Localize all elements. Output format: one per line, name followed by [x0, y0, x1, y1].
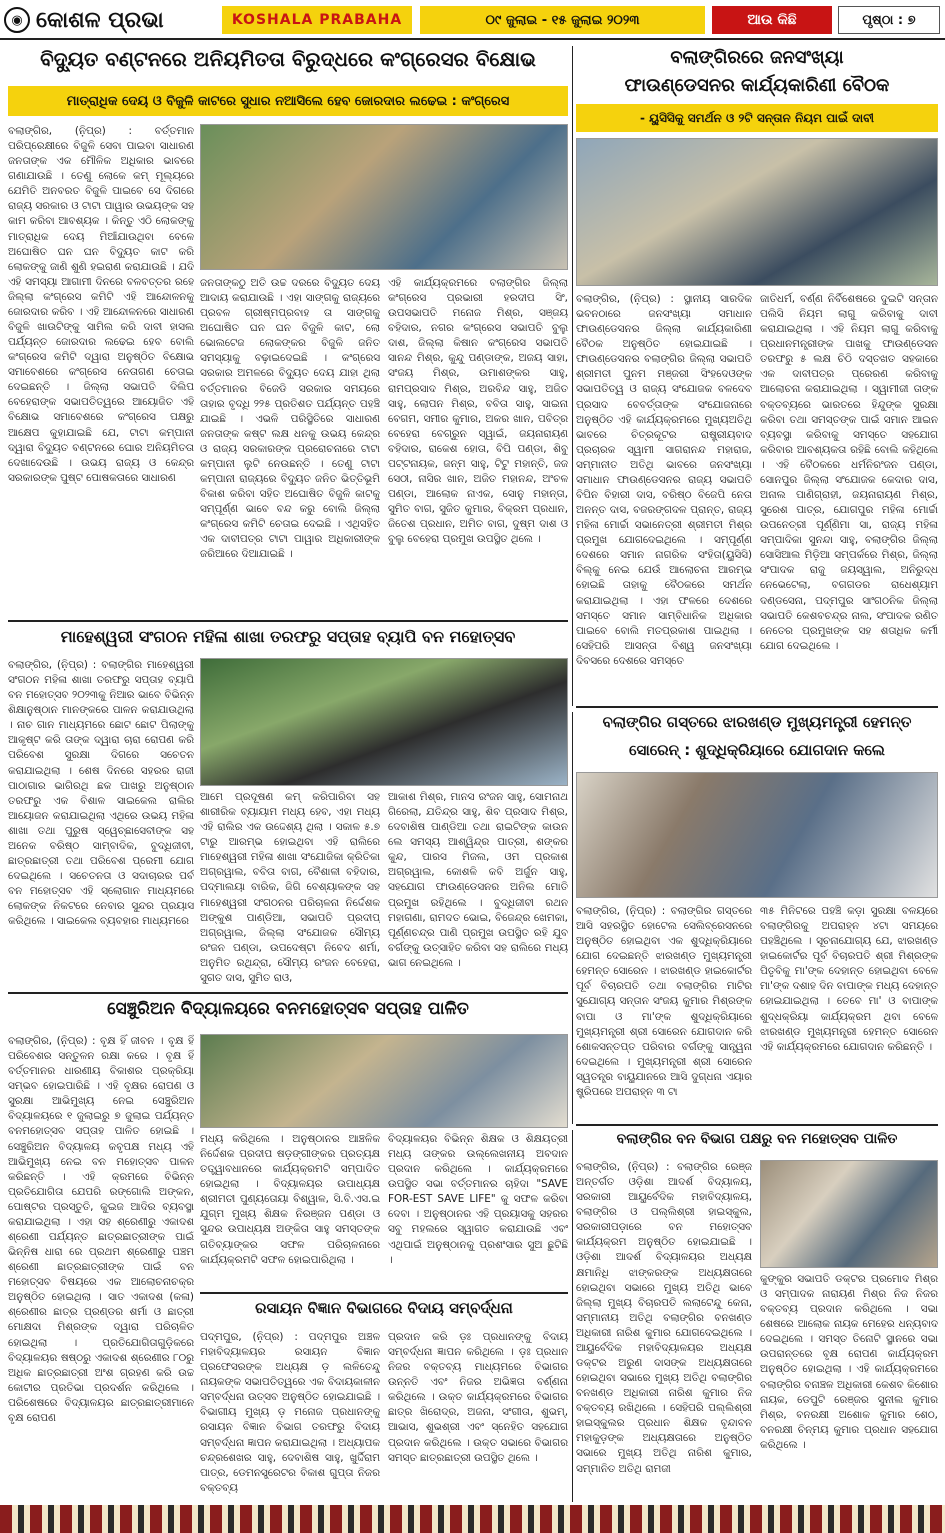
article-1-photo: [200, 124, 568, 270]
article-6-col2: କୁଙ୍କୁର ସଭାପତି ଡକ୍ଟର ପ୍ରମୋଦ ମିଶ୍ର ଓ ସମ୍ପାଦକ ନାରାୟଣ ମିଶ୍ର ନିଜ ନିଜର ବକ୍ତବ୍ୟ ପ୍ରଦାନ କରିଥିଲେ । ସଭା ଶେଷରେ ଆଲୋକ ନାୟକ ମେହେର ଧନ୍ୟବାଦ ଦେଇଥିଲେ । ସମସ୍ତ ତିନୋଟି ସ୍ଥାନରେ ସଭା ଉପରାନ୍ତରେ ବୃକ୍ଷ ରୋପଣ କାର୍ଯ୍ୟକ୍ରମ ଅନୁଷ୍ଠିତ ହୋଇଥିଲା । ଏହି କାର୍ଯ୍ୟକ୍ରମରେ ବଲାଙ୍ଗିର ବନାଞ୍ଚଳ ଅଧିକାରୀ କେଶବ କିଶୋର ନାୟକ, ଡେପୁଟି ରେଞ୍ଜର ସୁନୀଲ କୁମାର ମିଶ୍ର, ବନରକ୍ଷୀ ଅଶୋକ କୁମାର ଶେଠ, ବନରକ୍ଷୀ ଚିନ୍ମୟ କୁମାର ପ୍ରଧାନ ସହଯୋଗ କରିଥିଲେ ।: [760, 1273, 938, 1451]
logo-emblem-icon: ◉: [4, 7, 30, 33]
article-4-headline-line2: ସୋରେନ୍ : ଶୁଦ୍ଧିକ୍ରିୟାରେ ଯୋଗଦାନ କଲେ: [629, 741, 885, 759]
article-7-col2: ପ୍ରଦାନ କରି ଡ଼ଃ ପ୍ରଧାନଙ୍କୁ ବିଦାୟ ସମ୍ବର୍ଦ୍ଧନା ଜ୍ଞାପନ କରିଥିଲେ । ଡ଼ଃ ପ୍ରଧାନ ନିଜର ବକ୍ତବ୍ୟ ମାଧ୍ୟମରେ ବିଭାଗର ଉନ୍ନତି ଏବଂ ନିଜର ଅଭିଜ୍ଞତା ବର୍ଣ୍ଣନା କରିଥିଲେ । ଉକ୍ତ କାର୍ଯ୍ୟକ୍ରମରେ ବିଭାଗର ଛାତ୍ର ଖିରୋଦ୍ର, ଅଜନା, ସଂଗୀତା, ଶୁଭମ୍, ଆଭାସ, ଶୁଭଶ୍ରୀ ଏବଂ ସ୍ନେହିତ ସହଯୋଗ ପ୍ରଦାନ କରିଥିଲେ । ଉକ୍ତ ସଭାରେ ବିଭାଗର ସମସ୍ତ ଛାତ୍ରଛାତ୍ରୀ ଉପସ୍ଥିତ ଥିଲେ ।: [388, 1331, 568, 1464]
article-6-photo: [760, 1160, 938, 1268]
divider: [8, 620, 568, 622]
article-6-col1: ବଲାଙ୍ଗିର, (ନି଼ପ୍ର) : ବଲାଙ୍ଗିର ରେଞ୍ଜ ଅନ୍ତର୍ଗତ ଓଡ଼ିଶା ଆଦର୍ଶ ବିଦ୍ୟାଳୟ, ସରକାରୀ ଆୟୁର୍ବେଦିକ ମହାବିଦ୍ୟାଳୟ, ବଲାଙ୍ଗିର ଓ ପଲ୍ଲିଶ୍ରୀ ହାଇସ୍କୁଲ, ସରକାରୀପଡ଼ାରେ ବନ ମହୋତ୍ସବ କାର୍ଯ୍ୟକ୍ରମ ଅନୁଷ୍ଠିତ ହୋଇଯାଇଛି । ଓଡ଼ିଶା ଆଦର୍ଶ ବିଦ୍ୟାଳୟର ଅଧ୍ୟକ୍ଷ କ୍ଷମାନିଧି ଝାଙ୍କରଙ୍କ ଅଧ୍ୟକ୍ଷତାରେ ହୋଇଥିବା ସଭାରେ ମୁଖ୍ୟ ଅତିଥି ଭାବେ ଜିଲ୍ଲା ମୁଖ୍ୟ ବିଚାରପତି ଲଲାଟେନ୍ଦୁ କେନା, ସମ୍ମାନୀୟ ଅତିଥି ବଲାଙ୍ଗିର ବନଖଣ୍ଡ ଅଧିକାରୀ ନାରିଶ କୁମାର ଯୋଗଦେଇଥିଲେ । ଆୟୁର୍ବେଦିକ ମହାବିଦ୍ୟାଳୟର ଅଧ୍ୟକ୍ଷ ଡକ୍ଟର ଅରୁଣ ଦାସଙ୍କ ଅଧ୍ୟକ୍ଷତାରେ ହୋଇଥିବା ସଭାରେ ମୁଖ୍ୟ ଅତିଥି ବଲାଙ୍ଗିର ବନଖଣ୍ଡ ଅଧିକାରୀ ନାରିଶ କୁମାର ନିଜ ବକ୍ତବ୍ୟ ରଖିଥିଲେ । ସେହିପରି ପଲ୍ଲିଶ୍ରୀ ହାଇସ୍କୁଲର ପ୍ରଧାନ ଶିକ୍ଷକ ବୃନ୍ଦାବନ ମହାକୁଡ଼ଙ୍କ ଅଧ୍ୟକ୍ଷତାରେ ଅନୁଷ୍ଠିତ ସଭାରେ ମୁଖ୍ୟ ଅତିଥି ନାରିଶ କୁମାର, ସମ୍ମାନିତ ଅତିଥି ରାମଜୀ: [576, 1161, 752, 1475]
article-1-col3: ଏହି କାର୍ଯ୍ୟକ୍ରମରେ ବଲାଙ୍ଗିର ଜିଲ୍ଲା କଂଗ୍ରେସ ପ୍ରଭାରୀ ହରଦୀପ ସିଂ, ଉପସଭାପତି ମନୋଜ ମିଶ୍ର, ସଞ୍ଜୟ ବହିଦାର, ନଗର କଂଗ୍ରେସ ସଭାପତି ବୁଲୁ ଦାଶ, ଜିଲ୍ଲା କିଷାନ କଂଗ୍ରେସ ସଭାପତି ସାନନ୍ଦ ମିଶ୍ର, କୁନ୍ଦୁ ପଣ୍ଡାଙ୍କ, ଅଜୟ ସାହା, ସଂଜୟ ମିଶ୍ର, ଉମାଶଙ୍କର ସାହୁ, ରାମପ୍ରସାଦ ମିଶ୍ର, ଅରବିନ୍ଦ ସାହୁ, ଅଜିତ ସାହୁ, ଲୋପନ ମିଶ୍ର, ବବିତା ସାହୁ, ସାଇନା ବେଗମ, ସମୀର କୁମାର, ଅକର ଖାନ, ପବିତ୍ର ବେହେରା ବେଗ୍ରୁନ ସ୍ୱାଇଁ, ଜୟନାରାୟଣ ବହିଦାର, ରାକେଶ ହୋତା, ବିପି ପଣ୍ଡା, ଶିବୁ ପଟ୍ଟନାୟକ, ଜନ୍ମ ସାହୁ, ଟିଟୁ ମହାନ୍ତି, ଜଜ ସେଠୀ, ନାସିର ଖାନ, ଅଜିତ ମହାନନ୍ଦ, ଅଂଚଳ ପଣ୍ଡା, ଆଲୋକ ନାଏକ, ସୋନୁ ମହାନ୍ତା, ସୁମିତ ବାଗ, ସୁଜିତ କୁମାର, ବିକ୍ରମ ପ୍ରଧାନ, ଜିତେଶ ପ୍ରଧାନ, ଅମିତ ବାଗ, ଦୁଷ୍ମ ଦାଶ ଓ ବୁଲୁ ବେହେରା ପ୍ରମୁଖ ଉପସ୍ଥିତ ଥିଲେ ।: [388, 277, 568, 546]
divider: [572, 712, 573, 1124]
article-7-col1: ପଦ୍ମପୁର, (ନି଼ପ୍ର) : ପଦ୍ମପୁର ଅଞ୍ଚଳ ମହାବିଦ୍ୟାଳୟର ରସାୟନ ବିଜ୍ଞାନ ପ୍ରଫେସରଙ୍କ ଅଧ୍ୟକ୍ଷ ଡ଼ ଲଳିତେନ୍ଦୁ ନାୟକଙ୍କ ସଭାପତିତ୍ୱରେ ଏକ ବିଦାୟକାଳୀନ ସମ୍ବର୍ଦ୍ଧନା ଉତ୍ସବ ଅନୁଷ୍ଠିତ ହୋଇଯାଇଛି । ବିଭାଗୀୟ ମୁଖ୍ୟ ଡ଼ ମନୋଜ ପ୍ରଧାନଙ୍କୁ ରସାୟନ ବିଜ୍ଞାନ ବିଭାଗ ତରଫରୁ ବିଦାୟ ସମ୍ବର୍ଦ୍ଧନା ଜ୍ଞାପନ କରାଯାଇଥିଲା । ଅଧ୍ୟାପକ ଚନ୍ଦ୍ରଶେଖର ସାହୁ, ଦେବାଶିଷ ସାହୁ, ଖୁର୍ଦ୍ଦିରାମ ପାତ୍ର, ଡେମନସ୍ତ୍ରେଟର ବିକାଶ ଗୁପ୍ତା ନିଜର ବକ୍ତବ୍ୟ: [200, 1331, 380, 1494]
article-2-col1: ବଲାଙ୍ଗିର, (ନି଼ପ୍ର) : ସ୍ଥାନୀୟ ସାରଦିକ ଭବନଠାରେ ଜନସଂଖ୍ୟା ସମାଧାନ ଫାଉଣ୍ଡେସନର ଜିଲ୍ଲା କାର୍ଯ୍ୟକାରିଣୀ ବୈଠକ ଅନୁଷ୍ଠିତ ହୋଇଯାଇଛି । ଫାଉଣ୍ଡେସନର ବଲାଙ୍ଗିର ଜିଲ୍ଲା ସଭାପତି ଶ୍ରୀମତୀ ପୁନମ ମଞ୍ଜରୀ ସିଂହଦେଓଙ୍କ ସଭାପତିତ୍ୱ ଓ ରାଜ୍ୟ ସଂଯୋଜକ ବଳଦେବ ପ୍ରସାଦ ବେବର୍ତ୍ତାଙ୍କ ସଂଯୋଜନାରେ ଅନୁଷ୍ଠିତ ଏହି କାର୍ଯ୍ୟକ୍ରମରେ ମୁଖ୍ୟଅତିଥି ଭାବରେ ଚିତ୍ରକୂଟର ରାଷ୍ଟ୍ରୀୟବାଦ ପ୍ରଚାରକ ସ୍ୱାମୀ ସାଗରାନନ୍ଦ ମହାରାଜ, ସମ୍ମାନୀତ ଅତିଥି ଭାବରେ ଜନସଂଖ୍ୟା ସମାଧାନ ଫାଉଣ୍ଡେସନର ରାଜ୍ୟ ସଭାପତି ବିପିନ ବିହାରୀ ଦାସ, ବରିଷ୍ଠ ବିଜେପି ନେତା ଅନନ୍ତ ଦାସ, ବଜରଙ୍ଗଦଳ ପ୍ରାନ୍ତ, ରାଜ୍ୟ ମହିଳା ମୋର୍ଚ୍ଚା ସଭାନେତ୍ରୀ ଶ୍ରୀମତୀ ମିଶ୍ର ପ୍ରମୁଖ ଯୋଗଦେଇଥିଲେ । ସମ୍ପୂର୍ଣ୍ଣ ଦେଶରେ ସମାନ ନାଗରିକ ସଂହିତା(ୟୁସିସି) ବିଲ୍‌କୁ ନେଇ ଯେଉଁ ଆଲୋଚନା ଆରମ୍ଭ ହୋଇଛି ତାହାକୁ ବୈଠକରେ ସମର୍ଥନ କରାଯାଇଥିଲା । ଏହା ଫଳରେ ଦେଶରେ ସମସ୍ତେ ସମାନ ସାମ୍ବିଧାନିକ ଅଧିକାର ପାଇବେ ବୋଲି ମତପ୍ରକାଶ ପାଇଥିଲା । ସେହିପରି ଆସନ୍ତା ବିଶ୍ୱ ଜନସଂଖ୍ୟା ଦିବସରେ ଦେଶରେ ସମସ୍ତେ: [576, 293, 752, 667]
divider: [572, 46, 573, 706]
article-5-photo: [200, 1034, 568, 1128]
article-2-headline-line1: ବଲାଙ୍ଗିରରେ ଜନସଂଖ୍ୟା: [670, 47, 844, 68]
paper-logo: [4, 4, 214, 36]
article-3-photo: [200, 658, 568, 786]
article-7-headline: ରସାୟନ ବିଜ୍ଞାନ ବିଭାଗରେ ବିଦାୟ ସମ୍ବର୍ଦ୍ଧନା: [255, 1299, 513, 1317]
paper-name-english: KOSHALA PRABAHA: [222, 6, 412, 34]
article-5-col2: ମଧ୍ୟ କରିଥିଲେ । ଅନୁଷ୍ଠାନର ଆଞ୍ଚଳିକ ନିର୍ଦ୍ଦେଶକ ପ୍ରଦୀପ ଷଡ଼ଙ୍ଗୀଙ୍କର ପ୍ରତ୍ୟକ୍ଷ ତତ୍ତ୍ୱାବଧାନରେ କାର୍ଯ୍ୟକ୍ରମଟି ସମ୍ପାଦିତ ହୋଇଥିଲା । ବିଦ୍ୟାଳୟର ଉପାଧ୍ୟକ୍ଷ ଶ୍ରୀମତୀ ପୁଣ୍ୟତୋୟା ବିଶ୍ୱାଳ, ସି.ବି.ଏସ.ଇ ଯୁଗ୍ମ ମୁଖ୍ୟ ଶିକ୍ଷକ ନିରଞ୍ଜନ ପଣ୍ଡା ଓ ସୁନ୍ଦର ଉପାଧ୍ୟକ୍ଷ ଅଙ୍କିତା ସାହୁ ସମସ୍ତଙ୍କ ଗତିବ୍ୟାଙ୍କର ସଫଳ ପରିଚାଳନାରେ କାର୍ଯ୍ୟକ୍ରମଟି ସଫଳ ହୋଇପାରିଥିଲା ।: [200, 1133, 380, 1266]
article-1-headline: ବିଦ୍ୟୁତ ବଣ୍ଟନରେ ଅନିୟମିତତା ବିରୁଦ୍ଧରେ କଂଗ୍ରେସର ବିକ୍ଷୋଭ: [40, 47, 536, 71]
article-2-col2: ଜାତିଧର୍ମ, ବର୍ଣ୍ଣ ନିର୍ବିଶେଷରେ ଦୁଇଟି ସନ୍ତାନ ପଲିସି ନିୟମ ଲାଗୁ କରିବାକୁ ଦାବୀ କରାଯାଇଥିଲା । ଏହି ନିୟମ ଲାଗୁ କରିବାକୁ ପ୍ରଧାନମନ୍ତ୍ରୀଙ୍କ ପାଖକୁ ଫାଉଣ୍ଡେସନ ତରଫରୁ ୫ ଲକ୍ଷ ଚିଠି ଦସ୍ତଖତ ସହକାରେ ଏକ ଦାବୀପତ୍ର ପ୍ରେରଣ କରିବାକୁ ଆଲୋଚନା କରାଯାଇଥିଲା । ସ୍ୱାମୀଜୀ ତାଙ୍କ ବକ୍ତବ୍ୟରେ ଭାରତରେ ହିନ୍ଦୁଙ୍କ ସୁରକ୍ଷା କରିବା ତଥା ସମସ୍ତଙ୍କ ପାଇଁ ସମାନ ଆଇନ ବ୍ୟବସ୍ଥା କରିବାକୁ ସମସ୍ତେ ସହଯୋଗ କରିବାର ଆବଶ୍ୟକତା ରହିଛି ବୋଲି କହିଥିଲେ । ଏହି ବୈଠକରେ ଧର୍ମନିରଂଜନ ପଣ୍ଡା, ସୋନପୁର ଜିଲ୍ଲା ସଂଯୋଜକ କେଦାର ଦାସ, ଅନାଲ ପାଣିଗ୍ରାହୀ, ଜୟନାରାୟଣ ମିଶ୍ର, ସୁରେଶ ପାତ୍ର, ଯୋଗପୁର ମହିଳା ମୋର୍ଚ୍ଚା ଉପନେତ୍ରୀ ପୂର୍ଣ୍ଣିମା ସା, ରାଜ୍ୟ ମହିଳା ସମ୍ପାଦିକା ସୁନନ୍ଦା ସାହୁ, ବଲାଙ୍ଗିର ଜିଲ୍ଲା ସୋସିଆଲ ମିଡ଼ିଆ ସମ୍ପର୍କରେ ମିଶ୍ର, ଜିଲ୍ଲା ସଂପାଦକ ରାଜୁ ଜୟସ୍ୱାଲ, ଅନିରୁଦ୍ଧ ନେଭେଟେଲା, ବଗଗଡର ରାଧେଶ୍ୟାମ ଦଣ୍ଡସେନା, ପଦ୍ମପୁର ସାଂଗଠନିକ ଜିଲ୍ଲା ସଭାପତି କେଶବଚନ୍ଦ୍ର ନାଲ, ସଂପାଦକ ରଣିତ ନେତେର ପ୍ରମୁଖଙ୍କ ସହ ଶତାଧିକ କର୍ମୀ ଯୋଗ ଦେଇଥିଲେ ।: [760, 293, 938, 652]
article-3-col1: ବଲାଙ୍ଗିର, (ନି଼ପ୍ର) : ବଲାଙ୍ଗିର ମାହେଶ୍ୱରୀ ସଂଗଠନ ମହିଳା ଶାଖା ତରଫରୁ ସପ୍ତାହ ବ୍ୟାପି ବନ ମହୋତ୍ସବ ୨୦୨୩କୁ ନିଆର ଭାବେ ବିଭିନ୍ନ ଶିକ୍ଷାନୁଷ୍ଠାନ ମାନଙ୍କରେ ପାଳନ କରାଯାଉଥିଲା । ନାଚ ଗାନ ମାଧ୍ୟମରେ ଛୋଟ ଛୋଟ ପିଲାଙ୍କୁ ଆକୃଷ୍ଟ କରି ତାଙ୍କ ଦ୍ୱାରା ଚାରା ରୋପଣ କରି ପରିବେଶ ସୁରକ୍ଷା ଦିଗରେ ସଚେତନ କରାଯାଇଥିଲା । ଶେଷ ଦିନରେ ସହରର ରାଜୀ ପାଠାଗାର ଭାଗିରଥି ଛକ ପାଖରୁ ଅନୁଷ୍ଠାନ ତରଫରୁ ଏକ ବିଶାଳ ସାଇକେଲ ରାଲିର ଆୟୋଜନ କରାଯାଇଥିଲା ଏଥିରେ ଉଭୟ ମହିଳା ଶାଖା ତଥା ପୁରୁଷ ସ୍ୱେଚ୍ଛାସେବୀଙ୍କ ସହ ଅନେକ ବରିଷ୍ଠ ସାମ୍ବାଦିକ, ବୁଦ୍ଧିଜୀବୀ, ଛାତ୍ରଛାତ୍ରୀ ତଥା ପରିବେଶ ପ୍ରେମୀ ଯୋଗ ଦେଇଥିଲେ । ସଚେତନତା ଓ ସଦାଚାରର ପର୍ବ ବନ ମହୋତ୍ସବ ଏହି ସ୍ଲୋଗାନ ମାଧ୍ୟମରେ ଲୋକଙ୍କ ନିକଟରେ ନେବାର ସୁନ୍ଦର ପ୍ରୟାସ କରିଥିଲେ । ସାଇକେଲ ବ୍ୟବହାର ମାଧ୍ୟମରେ: [8, 659, 194, 928]
divider: [576, 1124, 938, 1126]
section-label: ଆଉ କିଛି: [712, 6, 832, 34]
page-number: ପୃଷ୍ଠା : ୭: [838, 6, 940, 34]
divider: [576, 706, 938, 708]
article-6-headline: ବଲାଙ୍ଗିର ବନ ବିଭାଗ ପକ୍ଷରୁ ବନ ମହୋତ୍ସବ ପାଳିତ: [616, 1131, 898, 1147]
issue-date: ୦୯ ଜୁଲାଇ - ୧୫ ଜୁଲାଇ ୨୦୨୩: [420, 6, 705, 34]
article-4-col2: ୩୫ ମିନିଟରେ ପହଞ୍ଚି କଡ଼ା ସୁରକ୍ଷା ବଳୟରେ ବଲାଙ୍ଗିରକୁ ଅପରାହ୍ନ ୪ଟା ସମୟରେ ପହଞ୍ଚିଥିଲେ । ସୂଚନାଯୋଗ୍ୟ ଯେ, ଝାରଖଣ୍ଡ ହାଇକୋର୍ଟର ପୂର୍ବ ବିଚାରପତି ଶ୍ରୀ ମିଶ୍ରଙ୍କ ପିତୃବିକୁ ମା'ଙ୍କ ଦେହାନ୍ତ ହୋଇଥିବା ବେଳେ ମା'ଙ୍କ ଦଶାହ ଦିନ ବାପାଙ୍କ ମଧ୍ୟ ଦେହାନ୍ତ ହୋଇଯାଇଥିଲା । ତେବେ ମା' ଓ ବାପାଙ୍କ ଶୁଦ୍ଧକ୍ରିୟା କାର୍ଯ୍ୟକ୍ରମ ଥିବା ବେଳେ ଝାରଖଣ୍ଡ ମୁଖ୍ୟମନ୍ତ୍ରୀ ହେମନ୍ତ ସୋରେନ ଏହି କାର୍ଯ୍ୟକ୍ରମରେ ଯୋଗଦାନ କରିଛନ୍ତି ।: [760, 905, 938, 1053]
article-4-photo: [576, 772, 938, 898]
decorative-footer-border: [0, 1505, 945, 1533]
article-2-headline-line2: ଫାଉଣ୍ଡେସନର କାର୍ଯ୍ୟକାରିଣୀ ବୈଠକ: [624, 75, 890, 96]
divider: [572, 1130, 573, 1502]
article-2-photo: [576, 138, 938, 286]
article-4-headline-line1: ବଲାଙ୍ଗିର ଗସ୍ତରେ ଝାରଖଣ୍ଡ ମୁଖ୍ୟମନ୍ତ୍ରୀ ହେମନ୍ତ: [602, 713, 912, 731]
article-3-col3: ଆକାଶ ମିଶ୍ର, ମାନସ ରଂଜନ ସାହୁ, ସୋମନାଥ ଗିରେଲା, ଯତିନ୍ଦ୍ର ସାହୁ, ଶିବ ପ୍ରସାଦ ମିଶ୍ର, ଦେବାଶିଷ ପାଣ୍ଡିଆ ତଥା ରାଇଟିଙ୍କ କାଉନ ଲେ ସମସ୍ୟ ଆଶ୍ୱିନ୍ଦ୍ର ପାତ୍ରୀ, ଶଙ୍କର କୁନ୍ଦ, ପାରସ ମିଜଲ, ଓମ ପ୍ରକାଶ ଅଗ୍ରୱାଲ, କୋଶଳି କବି ଅର୍ଜୁନ ସାହୁ, ସହଯୋଗ ଫାଉଣ୍ଡେସନର ଅନିଲ ମୋତି ପ୍ରମୁଖ ରହିଥିଲେ । ବୁଦ୍ଧିଜୀବୀ ରଥନ ମହାଗଣା, ରାମଦତ ଭୋଇ, ବିଜେନ୍ଦ୍ର ଖେମକା, ପୂର୍ଣ୍ଣଚନ୍ଦ୍ର ପାଣି ପ୍ରମୁଖ ଉପସ୍ଥିତ ରହି ଯୁବ ବର୍ଗଙ୍କୁ ଉତ୍ସାହିତ କରିବା ସହ ରାଲିରେ ମଧ୍ୟ ଭାଗ ନେଇଥିଲେ ।: [388, 791, 568, 969]
article-1-col2: ଜନତାଙ୍କଠୁ ଅତି ଉଚ୍ଚ ଦରରେ ବିଦ୍ୟୁତ ଦେୟ ଆଦାୟ କରାଯାଉଛି । ଏହା ସାଙ୍ଗକୁ ରାଜ୍ୟରେ ପ୍ରବଳ ଗ୍ରୀଷ୍ମପ୍ରବାହ ତା ସାଙ୍ଗକୁ ଅଘୋଷିତ ଘନ ଘନ ବିଜୁଳି କାଟ, ଲୋ ଭୋଲଟେଜ ଲୋକଙ୍କର ବିଜୁଳି ଜନିତ ସମସ୍ୟାକୁ ବଢ଼ାଇଦେଇଛି । କଂଗ୍ରେସ ସରକାର ଅମଳରେ ବିଦ୍ୟୁତ ଦେୟ ଯାହା ଥିଲା ବର୍ତ୍ତମାନର ବିଜେଡି ସରକାର ସମୟରେ ତାହାର ବୃଦ୍ଧି ୨୨୫ ପ୍ରତିଶତ ପର୍ଯ୍ୟନ୍ତ ପହଞ୍ଚି ଯାଇଛି । ଏଭଳି ପରିସ୍ଥିତିରେ ସାଧାରଣ ଜନତାଙ୍କ କଷ୍ଟ ଲକ୍ଷ ଧନକୁ ଉଭୟ କେନ୍ଦ୍ର ଓ ରାଜ୍ୟ ସରକାରଙ୍କ ପ୍ରରୋଚନାରେ ଟାଟା କମ୍ପାନୀ ଲୁଟି ନେଉଛନ୍ତି । ତେଣୁ ଟାଟା କମ୍ପାନୀ ରାଜ୍ୟରେ ବିଦ୍ୟୁତ ଜନିତ ଭିତ୍ତିଭୂମି ବିକାଶ କରିବା ସହିତ ଅଘୋଷିତ ବିଜୁଳି କାଟକୁ ସମ୍ପୂର୍ଣ୍ଣ ଭାବେ ବନ୍ଦ କରୁ ବୋଲି ଜିଲ୍ଲା କଂଗ୍ରେସ କମିଟି ଚେତାଇ ଦେଇଛି । ଏଥିସହିତ ଏକ ଦାବୀପତ୍ର ଟାଟା ପାୱାର ଅଧିକାରୀଙ୍କ ଜରିଆରେ ଦିଆଯାଇଛି ।: [200, 277, 380, 561]
article-3-col2: ଆମେ ପ୍ରଦୂଷଣ କମ୍ କରିପାରିବା ସହ ଶାରୀରିକ ବ୍ୟାୟାମ ମଧ୍ୟ ହେବ, ଏହା ମଧ୍ୟ ଏହି ରାଲିର ଏକ ଉଦ୍ଦେଶ୍ୟ ଥିଲା । ସକାଳ ୫.୭ ଟାରୁ ଆରମ୍ଭ ହୋଇଥିବା ଏହି ରାଲିରେ ମାହେଶ୍ୱରୀ ମହିଳା ଶାଖା ସଂଯୋଜିକା କ୍ରିତିକା ଅଗ୍ରୱାଲ, ବବିତା ବାଗ, ବୈଶାଳୀ ବହିଦାର, ପଦ୍ମାଲୟା ବାରିକ, ଜିଗି ବେଶ୍ୟାଳଙ୍କ ସହ ମାହେଶ୍ୱରୀ ସଂଗଠନର ପରିଚାଳନା ନିର୍ଦ୍ଦେଶକ ଅଙ୍କୁଶ ପାଣ୍ଡିଆ, ସଭାପତି ପ୍ରଦୀପ୍ ଅଗ୍ରୱାଲ, ଜିଲ୍ଲା ସଂଯୋଜକ ସୌମ୍ୟ ରଂଜନ ପଣ୍ଡା, ଉପଦେଷ୍ଟା ନିବେଦ ଶର୍ମା, ଅନୁମିତ ରଥିନ୍ଦ୍ରା, ସୌମ୍ୟ ରଂଜନ ବେହେରା, ସୁଗତ ଦାସ, ସୁମିତ ରାଓ,: [200, 791, 380, 984]
masthead: [0, 0, 945, 40]
divider: [200, 1292, 568, 1294]
article-1-col1: ବଲାଙ୍ଗିର, (ନି଼ପ୍ର) : ବର୍ତ୍ତମାନ ପରିପ୍ରେକ୍ଷୀରେ ବିଜୁଳି ସେବା ପାଇବା ସାଧାରଣ ଜନତାଙ୍କ ଏକ ମୌଳିକ ଅଧିକାର ଭାବରେ ଗଣାଯାଉଛି । ତେଣୁ ଲୋକେ କମ୍ ମୂଲ୍ୟରେ ଯେମିତି ଅନବରତ ବିଜୁଳି ପାଇବେ ସେ ଦିଗରେ ରାଜ୍ୟ ସରକାର ଓ ଟାଟା ପାୱାର ଉଭୟଙ୍କ ସହ କାମ କରିବା ଆବଶ୍ୟକ । କିନ୍ତୁ ଏଠି ଲୋକଙ୍କୁ ମାତ୍ରାଧିକ ଦେୟ ମିଆଁଯାଉଥିବା ବେଳେ ଅଘୋଷିତ ଘନ ଘନ ବିଦ୍ୟୁତ କାଟ କରି ଲୋକଙ୍କୁ ଜାଣି ଶୁଣି ହଇରାଣ କରାଯାଉଛି । ଯଦି ଏହି ସମସ୍ୟା ଆଗାମୀ ଦିନରେ ବଳବତ୍ତର ରହେ ଜିଲ୍ଲା କଂଗ୍ରେସ କମିଟି ଏହି ଆନ୍ଦୋଳନକୁ ଜୋରଦାର କରିବ । ଏହି ଆନ୍ଦୋଳନରେ ସାଧାରଣ ବିଜୁଳି ଖାଉଟିଙ୍କୁ ସାମିଲ କରି ଦାବୀ ହାସଲ ପର୍ଯ୍ୟନ୍ତ ଜୋରଦାର ଲଢେଇ ହେବ ବୋଲି କଂଗ୍ରେସ କମିଟି ଦ୍ୱାରା ଅନୁଷ୍ଠିତ ବିକ୍ଷୋଭ ସମାବେଶରେ କଂଗ୍ରେସ ନେତାଗଣ ଚେତାଇ ଦେଇଛନ୍ତି । ଜିଲ୍ଲା ସଭାପତି ଦିଲିପ ବେହେରାଙ୍କ ସଭାପତିତ୍ୱରେ ଆୟୋଜିତ ଏହି ବିକ୍ଷୋଭ ସମାବେଶରେ କଂଗ୍ରେସ ପକ୍ଷରୁ ଆକ୍ଷେପ କୁହାଯାଇଛି ଯେ, ଟାଟା କମ୍ପାନୀ ଦ୍ୱାରା ବିଦ୍ୟୁତ ବଣ୍ଟନରେ ଘୋର ଅନିୟମିତତା ଦେଖାଦେଉଛି । ଉଭୟ ରାଜ୍ୟ ଓ କେନ୍ଦ୍ର ସରକାରଙ୍କ ପୁଷ୍ଟ ପୋଷକତାରେ ସାଧାରଣ: [8, 125, 194, 484]
article-5-headline: ସେଞ୍ଚୁରିଅନ ବିଦ୍ୟାଳୟରେ ବନମହୋତ୍ସବ ସପ୍ତାହ ପାଳିତ: [107, 999, 469, 1019]
article-3-headline: ମାହେଶ୍ୱରୀ ସଂଗଠନ ମହିଳା ଶାଖା ତରଫରୁ ସପ୍ତାହ ବ୍ୟାପି ବନ ମହୋତ୍ସବ: [60, 627, 516, 646]
article-2-subhead: - ୟୁସିସିକୁ ସମର୍ଥନ ଓ ୨ଟି ସନ୍ତାନ ନିୟମ ପାଇଁ ଦାବୀ: [576, 104, 938, 132]
divider: [8, 992, 568, 994]
article-5-col1: ବଲାଙ୍ଗିର, (ନି଼ପ୍ର) : ବୃକ୍ଷ ହିଁ ଜୀବନ । ବୃକ୍ଷ ହିଁ ପରିବେଶର ସନ୍ତୁଳନ ରକ୍ଷା କରେ । ବୃକ୍ଷ ହିଁ ବର୍ତ୍ତମାନର ଧାରଣୀୟ ବିକାଶର ପ୍ରକ୍ରିୟା ସମ୍ଭବ ହୋଇପାରିଛି । ଏହି ବୃକ୍ଷର ରୋପଣ ଓ ସୁରକ୍ଷା ଆଭିମୁଖ୍ୟ ନେଇ ସେଞ୍ଚୁରିଅନ ବିଦ୍ୟାଳୟରେ ୧ ଜୁଲାଇରୁ ୭ ଜୁଲାଇ ପର୍ଯ୍ୟନ୍ତ ବନମହୋତ୍ସବ ସପ୍ତାହ ପାଳିତ ହୋଇଛି । ସେଞ୍ଚୁରିଅନ ବିଦ୍ୟାଳୟ କବୃପକ୍ଷ ମଧ୍ୟ ଏହି ଆଭିମୁଖ୍ୟ ନେଇ ବନ ମହୋତ୍ସବ ପାଳନ କରିଛନ୍ତି । ଏହି କ୍ରମରେ ବିଭିନ୍ନ ପ୍ରତିଯୋଗିତା ଯେପରି ରଙ୍ଗୋଲି ଅଙ୍କନ, ପୋଷ୍ଟର ପ୍ରସ୍ତୁତି, କୁଇଜ ଆଦିର ବ୍ୟବସ୍ଥା କରାଯାଇଥିଲା । ଏହା ସହ ଶ୍ରେଣୀରୁ ଏକାଦଶ ଶ୍ରେଣୀ ପର୍ଯ୍ୟନ୍ତ ଛାତ୍ରଛାତ୍ରୀଙ୍କ ପାଇଁ ଭିନ୍ନିଷ ଧାରା ରେ ପ୍ରଥମ ଶ୍ରେଣୀରୁ ପଞ୍ଚମ ଶ୍ରେଣୀ ଛାତ୍ରଛାତ୍ରୀଙ୍କ ପାଇଁ ବନ ମହୋତ୍ସବ ବିଷୟରେ ଏକ ଆଲୋଚନାଚକ୍ର ଅନୁଷ୍ଠିତ ହୋଇଥିଲା । ସାତ ଏକାଦଶ (କଳା) ଶ୍ରେଣୀର ଛାତ୍ର ପ୍ରଣ୍ଡର ଶର୍ମା ଓ ଛାତ୍ରୀ ମୋକ୍ଷଦା ମିଶ୍ରଙ୍କ ଦ୍ୱାରା ପରିଚାଳିତ ହୋଇଥିଲା । ପ୍ରତିଯୋଗିତାଗୁଡ଼ିକରେ ବିଦ୍ୟାଳୟର ଷଷ୍ଠରୁ ଏକାଦଶ ଶ୍ରେଣୀର ୮୦ରୁ ଅଧିକ ଛାତ୍ରଛାତ୍ରୀ ଅଂଶ ଗ୍ରହଣ କରି ଉଚ୍ଚ କୋଟୀର ପ୍ରତିଭା ପ୍ରଦର୍ଶନ କରିଥିଲେ । ପରିଶେଷରେ ବିଦ୍ୟାଳୟର ଛାତ୍ରଛାତ୍ରୀମାନେ ବୃକ୍ଷ ରୋପଣ: [8, 1035, 194, 1424]
article-4-col1: ବଲାଙ୍ଗିର, (ନି଼ପ୍ର) : ବଲାଙ୍ଗିର ଗସ୍ତରେ ଆସି ସହରସ୍ଥିତ ହୋଟେଲ ସେଲିବ୍ରେସନରେ ଅନୁଷ୍ଠିତ ହୋଇଥିବା ଏକ ଶୁଦ୍ଧିକ୍ରିୟାରେ ଯୋଗ ଦେଇଛନ୍ତି ଝାରଖଣ୍ଡ ମୁଖ୍ୟମନ୍ତ୍ରୀ ହେମନ୍ତ ସୋରେନ । ଝାରଖଣ୍ଡ ହାଇକୋର୍ଟର ପୂର୍ବ ବିଚାରପତି ତଥା ବଲାଙ୍ଗିର ମାଟିର ସୁଯୋଗ୍ୟ ସନ୍ତାନ ସଂଜୟ କୁମାର ମିଶ୍ରଙ୍କ ବାପା ଓ ମା'ଙ୍କ ଶୁଦ୍ଧିକ୍ରିୟାରେ ମୁଖ୍ୟମନ୍ତ୍ରୀ ଶ୍ରୀ ସୋରେନ ଯୋଗଦାନ କରି ଶୋକସନ୍ତପ୍ତ ପରିବାର ବର୍ଗଙ୍କୁ ସାନ୍ତ୍ୱନା ଦେଇଥିଲେ । ମୁଖ୍ୟମନ୍ତ୍ରୀ ଶ୍ରୀ ସୋରେନ ସ୍ୱତନ୍ତ୍ର ବାୟୁଯାନରେ ଆସି ଦୁଗ୍ଧନା ଏୟାର ଷ୍ଟ୍ରିପରେ ଅପରାହ୍ନ ୩ ଟା: [576, 905, 752, 1098]
paper-name: କୋଶଳ ପ୍ରଭା: [36, 7, 164, 33]
article-5-col3: ବିଦ୍ୟାଳୟର ବିଭିନ୍ନ ଶିକ୍ଷକ ଓ ଶିକ୍ଷୟତ୍ରୀ ମଧ୍ୟ ତାଙ୍କର ଉଲ୍ଲେଖନୀୟ ଅବଦାନ ପ୍ରଦାନ କରିଥିଲେ । କାର୍ଯ୍ୟକ୍ରମରେ ଉପସ୍ଥିତ ସଭା ବର୍ତ୍ତମାନର ଚାହିଦା "SAVE FOR-EST SAVE LIFE" କୁ ସଫଳ କରିବା ଦେବା । ଅନୁଷ୍ଠାନର ଏହି ପ୍ରୟାସକୁ ସହରର ସବୁ ମହଲରେ ସ୍ୱାଗତ କରାଯାଉଛି ଏବଂ ଏଥିପାଇଁ ଅନୁଷ୍ଠାନକୁ ପ୍ରଶଂସାର ସୁଅ ଛୁଟିଛି ।: [388, 1133, 568, 1266]
article-1-subhead: ମାତ୍ରାଧିକ ଦେୟ ଓ ବିଜୁଳି କାଟରେ ସୁଧାର ନଆସିଲେ ହେବ ଜୋରଦାର ଲଢେଇ : କଂଗ୍ରେସ: [8, 86, 568, 116]
